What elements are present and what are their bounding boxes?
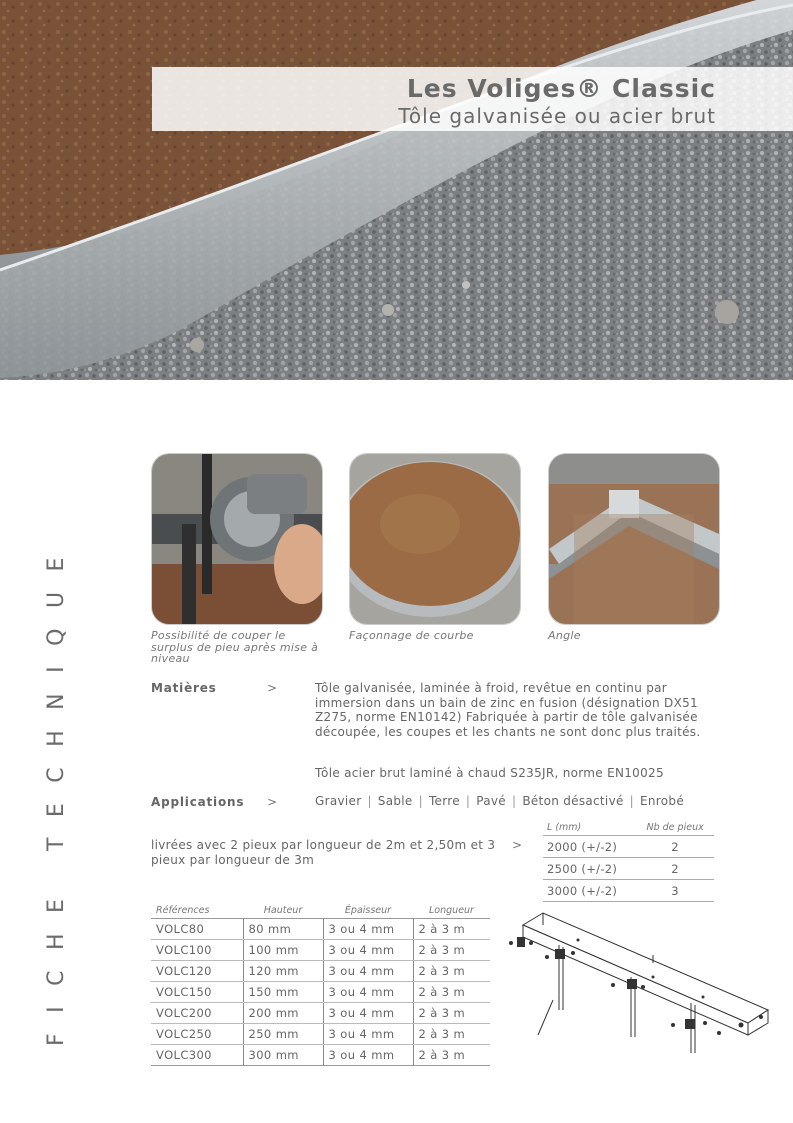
table-cell: 120 mm: [243, 961, 323, 982]
table-cell: 3 ou 4 mm: [323, 1024, 413, 1045]
angle-illustration: [549, 454, 719, 624]
table-row: [543, 836, 714, 858]
materials-chevron: >: [267, 681, 278, 695]
materials-text-steel: Tôle acier brut laminé à chaud S235JR, norme EN10025: [315, 766, 664, 780]
table-cell: 3 ou 4 mm: [323, 940, 413, 961]
table-row: [151, 1003, 490, 1024]
caption-angle: Angle: [548, 629, 581, 642]
table-cell: 2 à 3 m: [413, 919, 490, 940]
table-cell: VOLC250: [151, 1024, 243, 1045]
table-cell: 2: [636, 858, 714, 880]
application-item: Sable: [377, 794, 413, 808]
stakes-note-text: livrées avec 2 pieux par longueur de 2m et 2,50m et 3 pieux par longueur de 3m: [151, 838, 496, 867]
table-cell: 250 mm: [243, 1024, 323, 1045]
table-row: [151, 961, 490, 982]
table-cell: 3000 (+/-2): [543, 880, 636, 902]
hero-illustration: [0, 0, 793, 380]
table-cell: 2 à 3 m: [413, 940, 490, 961]
applications-chevron: >: [267, 795, 278, 809]
table-row: [151, 919, 490, 940]
stakes-note: [151, 838, 511, 867]
materials-label: Matières: [151, 681, 217, 695]
table-cell: VOLC150: [151, 982, 243, 1003]
stakes-chevron: >: [512, 838, 523, 852]
application-item: Pavé: [476, 794, 506, 808]
table-cell: 3 ou 4 mm: [323, 961, 413, 982]
column-header: Hauteur: [243, 902, 323, 919]
caption-curve: Façonnage de courbe: [349, 629, 474, 642]
table-cell: 3 ou 4 mm: [323, 1045, 413, 1066]
table-cell: 2000 (+/-2): [543, 836, 636, 858]
table-cell: 3 ou 4 mm: [323, 919, 413, 940]
photo-cutting: [151, 453, 323, 625]
stakes-table: [543, 820, 714, 902]
applications-list: [315, 794, 684, 808]
page-title: Les Voliges® Classic: [406, 74, 716, 103]
table-cell: 150 mm: [243, 982, 323, 1003]
column-header: Longueur: [413, 902, 490, 919]
table-cell: 80 mm: [243, 919, 323, 940]
table-cell: 2: [636, 836, 714, 858]
table-cell: 2 à 3 m: [413, 1045, 490, 1066]
hero-photo: [0, 0, 793, 380]
side-label: FICHE TECHNIQUE: [44, 537, 69, 1046]
table-cell: 2500 (+/-2): [543, 858, 636, 880]
references-table: [151, 902, 490, 1066]
table-cell: 2 à 3 m: [413, 1003, 490, 1024]
separator: |: [512, 794, 517, 808]
table-cell: 3 ou 4 mm: [323, 1003, 413, 1024]
caption-cutting: Possibilité de couper le surplus de pieu après mise à niveau: [151, 629, 319, 665]
table-cell: VOLC100: [151, 940, 243, 961]
table-cell: VOLC200: [151, 1003, 243, 1024]
table-row: [543, 858, 714, 880]
table-row: [151, 1024, 490, 1045]
table-cell: 3 ou 4 mm: [323, 982, 413, 1003]
table-header-row: [543, 820, 714, 836]
table-header-row: [151, 902, 490, 919]
column-header: Nb de pieux: [636, 820, 714, 836]
cutting-illustration: [152, 454, 322, 624]
application-item: Enrobé: [640, 794, 684, 808]
table-cell: 2 à 3 m: [413, 961, 490, 982]
table-cell: 2 à 3 m: [413, 982, 490, 1003]
application-item: Gravier: [315, 794, 362, 808]
table-cell: VOLC80: [151, 919, 243, 940]
table-row: [543, 880, 714, 902]
table-row: [151, 982, 490, 1003]
table-cell: 100 mm: [243, 940, 323, 961]
table-cell: 300 mm: [243, 1045, 323, 1066]
curve-illustration: [350, 454, 520, 624]
column-header: Épaisseur: [323, 902, 413, 919]
table-cell: 2 à 3 m: [413, 1024, 490, 1045]
separator: |: [367, 794, 372, 808]
table-row: [151, 1045, 490, 1066]
table-cell: VOLC300: [151, 1045, 243, 1066]
column-header: L (mm): [543, 820, 636, 836]
separator: |: [418, 794, 423, 808]
application-item: Béton désactivé: [522, 794, 624, 808]
assembly-diagram: [503, 905, 773, 1055]
column-header: Références: [151, 902, 243, 919]
materials-text: Tôle galvanisée, laminée à froid, revêtue en continu par immersion dans un bain de zinc en fusion (désignation DX51 Z275, norme EN10142) Fabriquée à partir de tôle galvanisée découpée, les coupes et les chants ne sont donc plus traités.: [315, 681, 701, 739]
table-row: [151, 940, 490, 961]
page-subtitle: Tôle galvanisée ou acier brut: [398, 104, 716, 128]
photo-curve: [349, 453, 521, 625]
table-cell: VOLC120: [151, 961, 243, 982]
photo-angle: [548, 453, 720, 625]
separator: |: [465, 794, 471, 808]
applications-label: Applications: [151, 795, 245, 809]
table-cell: 200 mm: [243, 1003, 323, 1024]
application-item: Terre: [428, 794, 460, 808]
table-cell: 3: [636, 880, 714, 902]
separator: |: [629, 794, 634, 808]
